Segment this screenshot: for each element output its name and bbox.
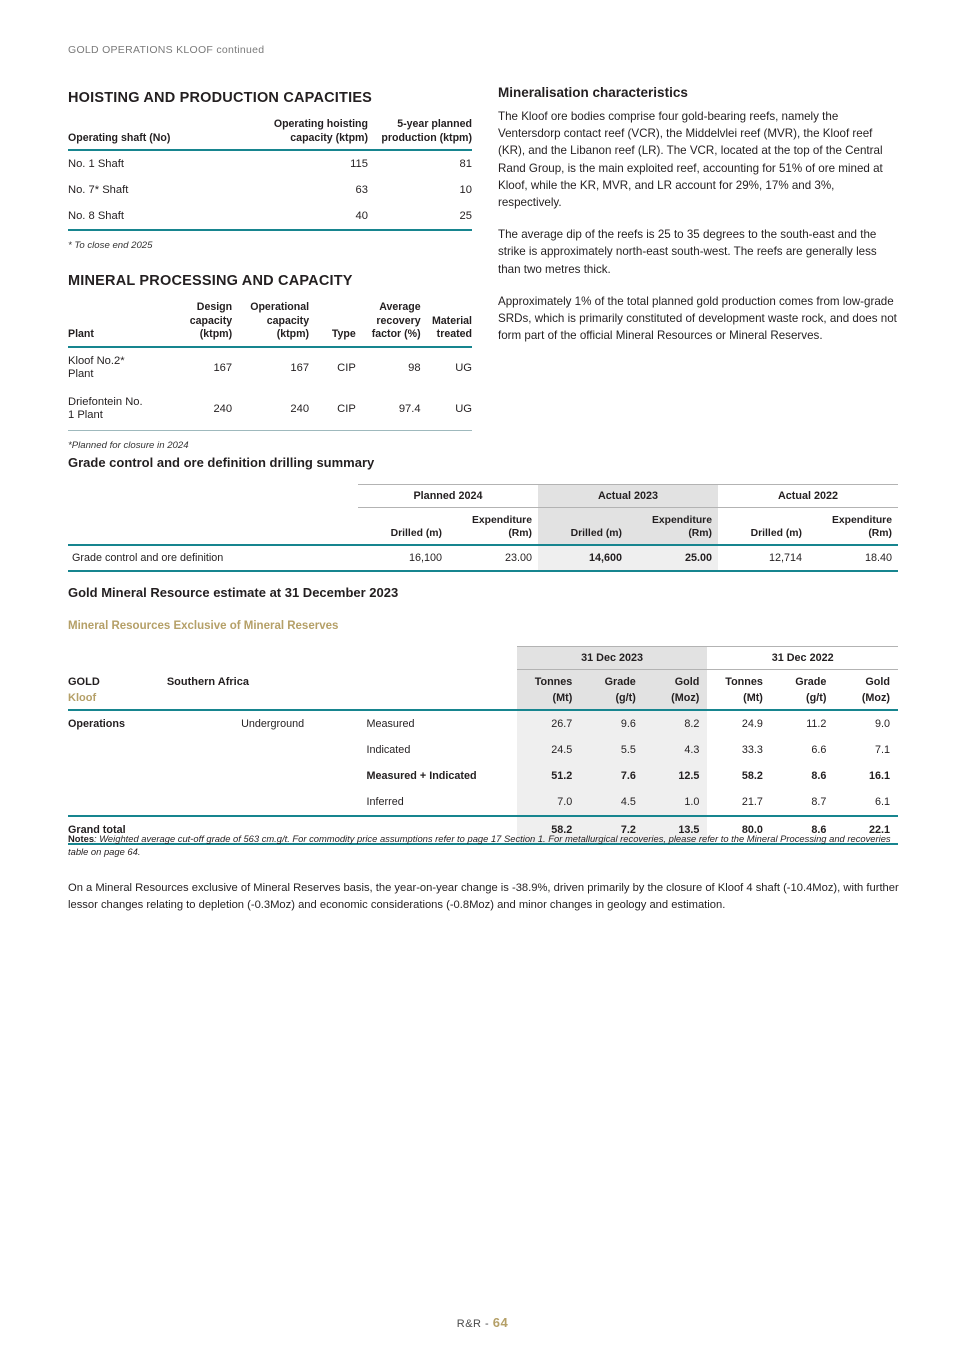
cell-design: 240 [169, 389, 232, 431]
cell-planned: 81 [459, 158, 472, 170]
proc-col-material: Material treated [421, 301, 472, 347]
table-row [68, 789, 898, 816]
grade-sub-drilled-2022: Drilled (m) [718, 508, 808, 546]
grade-sub-expenditure-2023: Expenditure (Rm) [628, 508, 718, 546]
proc-col-design: Design capacity (ktpm) [169, 301, 232, 347]
cell-grade-2023: 4.5 [580, 789, 644, 816]
gold-label: GOLD [68, 676, 100, 688]
grade-control-table [68, 484, 898, 572]
cell-spacer [318, 763, 366, 789]
cell-gold-2023: 8.2 [644, 710, 708, 737]
cell-shaft: No. 8 Shaft [68, 203, 248, 230]
running-head: GOLD OPERATIONS KLOOF continued [68, 44, 265, 56]
cell-gold-2022: 16.1 [868, 770, 890, 782]
left-column [68, 90, 472, 451]
cell-category: Measured [366, 718, 415, 730]
cell-operations [68, 789, 167, 816]
cell-plant: Kloof No.2* Plant [68, 354, 125, 380]
hoisting-col-shaft: Operating shaft (No) [68, 118, 248, 150]
proc-col-recovery: Average recovery factor (%) [356, 301, 421, 347]
cell-drilled-2024: 16,100 [358, 545, 448, 571]
col-gold-2022: Gold [865, 676, 890, 688]
hoisting-col-capacity: Operating hoisting capacity (ktpm) [248, 118, 368, 150]
cell-material: UG [455, 362, 472, 374]
cell-type: CIP [337, 362, 356, 374]
cell-spacer [318, 789, 366, 816]
cell-capacity: 115 [350, 158, 368, 170]
cell-spacer [318, 737, 366, 763]
table-row [68, 389, 472, 431]
proc-col-plant: Plant [68, 301, 169, 347]
hoisting-footnote: * To close end 2025 [68, 240, 153, 251]
gold-group-2022: 31 Dec 2022 [707, 647, 898, 670]
total-gold-2023: 13.5 [644, 816, 708, 844]
cell-category: Indicated [366, 744, 411, 756]
cell-material: UG [421, 389, 472, 431]
col-tonnes-2023: Tonnes [517, 670, 581, 691]
notes-paragraph [68, 832, 903, 858]
total-tonnes-2022: 80.0 [707, 816, 771, 844]
gold-resource-section [68, 585, 898, 845]
table-row [68, 737, 898, 763]
grade-row-label: Grade control and ore definition [68, 545, 358, 571]
cell-grade-2022: 8.6 [811, 770, 827, 782]
page-number: 64 [492, 1315, 509, 1330]
unit-gold-2023: (Moz) [644, 690, 708, 710]
closing-paragraph: On a Mineral Resources exclusive of Mineral Reserves basis, the year-on-year change is -38.9%, driven primarily by the closure of Kloof 4 shaft (-10.4Moz), with further lessor changes relating to depletion (-0.3Moz) and economic considerations (-0.8Moz) and minor changes in geology and estimation. [68, 882, 899, 911]
cell-operations [68, 737, 167, 763]
col-grade-2022: Grade [795, 676, 827, 688]
cell-tonnes-2023: 24.5 [517, 737, 581, 763]
cell-spacer [318, 710, 366, 737]
gold-estimate-title: Gold Mineral Resource estimate at 31 December 2023 [68, 585, 399, 600]
col-grade-2023: Grade [580, 670, 644, 691]
total-gold-2022: 22.1 [834, 816, 898, 844]
table-row [68, 763, 898, 789]
cell-expenditure-2024: 23.00 [448, 545, 538, 571]
grand-total-label: Grand total [68, 816, 517, 844]
hoisting-table-title: HOISTING AND PRODUCTION CAPACITIES [68, 90, 373, 106]
footer-prefix: R&R - [456, 1318, 493, 1330]
total-grade-2022: 8.6 [771, 816, 835, 844]
table-row [68, 203, 472, 230]
unit-tonnes-2022: (Mt) [707, 690, 771, 710]
col-tonnes-2022: Tonnes [725, 676, 763, 688]
cell-gold-2022: 6.1 [834, 789, 898, 816]
mineralisation-paragraph-1: The Kloof ore bodies comprise four gold-bearing reefs, namely the Ventersdorp contact reef (VCR), the Middelvlei reef (MVR), the Kloof reef (KR), and the Libanon reef (LR). The VCR, located at the top of the Central Rand Group, is the main exploited reef, accounting for 51% of ore mined at Kloof, while the KR, MVR, and LR account for 29%, 17% and 3%, respectively. [498, 110, 883, 210]
cell-grade-2022: 6.6 [811, 744, 827, 756]
right-column [498, 85, 898, 344]
proc-col-type: Type [309, 301, 356, 347]
table-row [68, 710, 898, 737]
unit-grade-2022: (g/t) [771, 690, 835, 710]
grade-control-section [68, 455, 898, 572]
mineralisation-paragraph-3: Approximately 1% of the total planned gold production comes from low-grade SRDs, which is primarily constituted of development waste rock, and does not form part of the official Mineral Resources or Mineral Reserves. [498, 294, 897, 343]
cell-type: CIP [309, 389, 356, 431]
grade-sub-expenditure-2022: Expenditure (Rm) [808, 508, 898, 546]
unit-gold-2022: (Moz) [834, 690, 898, 710]
cell-grade-2022: 11.2 [806, 718, 827, 730]
gold-head-blank [167, 690, 517, 710]
cell-shaft: No. 1 Shaft [68, 158, 124, 170]
cell-operational: 240 [232, 389, 309, 431]
cell-capacity: 40 [248, 203, 368, 230]
notes-text: : Weighted average cut-off grade of 563 cm.g/t. For commodity price assumptions refer to page 17 Section 1. For metallurgical recoveries, please refer to the Mineral Processing and recoveries table on page 64. [68, 833, 891, 857]
cell-tonnes-2022: 21.7 [707, 789, 771, 816]
cell-capacity: 63 [355, 184, 368, 196]
cell-expenditure-2022: 18.40 [808, 545, 898, 571]
cell-plant: Driefontein No. 1 Plant [68, 389, 169, 431]
cell-tonnes-2022: 24.9 [741, 718, 763, 730]
notes-label: Notes [68, 833, 95, 844]
grade-group-actual-2022: Actual 2022 [718, 485, 898, 508]
mineral-processing-table [68, 301, 472, 431]
cell-gold-2023: 4.3 [644, 737, 708, 763]
cell-shaft: No. 7* Shaft [68, 184, 129, 196]
grade-control-title: Grade control and ore definition drilling summary [68, 455, 375, 470]
gold-head-spacer [68, 647, 517, 670]
grade-group-actual-2023: Actual 2023 [538, 485, 718, 508]
cell-grade-2023: 9.6 [580, 710, 644, 737]
cell-tonnes-2023: 51.2 [517, 763, 581, 789]
cell-method [167, 737, 318, 763]
notes-section [68, 832, 903, 858]
cell-drilled-2022: 12,714 [718, 545, 808, 571]
cell-operations: Operations [68, 718, 125, 730]
cell-category: Measured + Indicated [366, 770, 477, 782]
cell-tonnes-2023: 26.7 [517, 710, 581, 737]
cell-operational: 167 [290, 362, 310, 374]
cell-method [167, 763, 318, 789]
table-row [68, 347, 472, 389]
grade-sub-spacer [68, 508, 358, 546]
table-row [68, 150, 472, 177]
cell-grade-2023: 7.6 [580, 763, 644, 789]
cell-expenditure-2023: 25.00 [628, 545, 718, 571]
cell-category: Inferred [367, 789, 517, 816]
table-row [68, 545, 898, 571]
cell-design: 167 [213, 362, 233, 374]
gold-estimate-subtitle: Mineral Resources Exclusive of Mineral Reserves [68, 620, 339, 632]
hoisting-col-planned: 5-year planned production (ktpm) [368, 118, 472, 150]
gold-mineral-resource-table [68, 646, 898, 845]
region-label: Southern Africa [166, 676, 249, 688]
grade-sub-drilled-2024: Drilled (m) [358, 508, 448, 546]
grade-spacer [68, 485, 358, 508]
unit-tonnes-2023: (Mt) [517, 690, 581, 710]
mineralisation-title: Mineralisation characteristics [498, 85, 688, 100]
cell-recovery: 97.4 [356, 389, 421, 431]
grade-sub-expenditure-2024: Expenditure (Rm) [448, 508, 538, 546]
cell-recovery: 98 [408, 362, 421, 374]
cell-planned: 25 [368, 203, 472, 230]
cell-tonnes-2023: 7.0 [517, 789, 581, 816]
col-gold-2023: Gold [644, 670, 708, 691]
hoisting-capacities-table [68, 118, 472, 231]
table-row [68, 177, 472, 203]
cell-gold-2022: 7.1 [874, 744, 890, 756]
cell-gold-2022: 9.0 [874, 718, 890, 730]
cell-grade-2023: 5.5 [580, 737, 644, 763]
cell-planned: 10 [459, 184, 472, 196]
processing-table-title: MINERAL PROCESSING AND CAPACITY [68, 273, 353, 289]
total-tonnes-2023: 58.2 [517, 816, 581, 844]
page-footer [0, 1315, 965, 1330]
cell-tonnes-2022: 33.3 [741, 744, 763, 756]
proc-col-operational: Operational capacity (ktpm) [232, 301, 309, 347]
cell-gold-2023: 12.5 [644, 763, 708, 789]
cell-method [167, 789, 318, 816]
grade-group-planned-2024: Planned 2024 [358, 485, 538, 508]
cell-drilled-2023: 14,600 [538, 545, 628, 571]
total-grade-2023: 7.2 [580, 816, 644, 844]
cell-gold-2023: 1.0 [644, 789, 708, 816]
unit-grade-2023: (g/t) [580, 690, 644, 710]
cell-operations [68, 763, 167, 789]
grade-sub-drilled-2023: Drilled (m) [538, 508, 628, 546]
gold-group-2023: 31 Dec 2023 [517, 647, 708, 670]
cell-method: Underground [241, 718, 305, 730]
operation-label-kloof: Kloof [68, 690, 167, 710]
mineralisation-paragraph-2: The average dip of the reefs is 25 to 35 degrees to the south-east and the strike is approximately north-east south-west. The reefs are generally less than two metres thick. [498, 228, 877, 276]
cell-tonnes-2022: 58.2 [741, 770, 763, 782]
processing-footnote: *Planned for closure in 2024 [68, 439, 189, 451]
cell-grade-2022: 8.7 [771, 789, 835, 816]
